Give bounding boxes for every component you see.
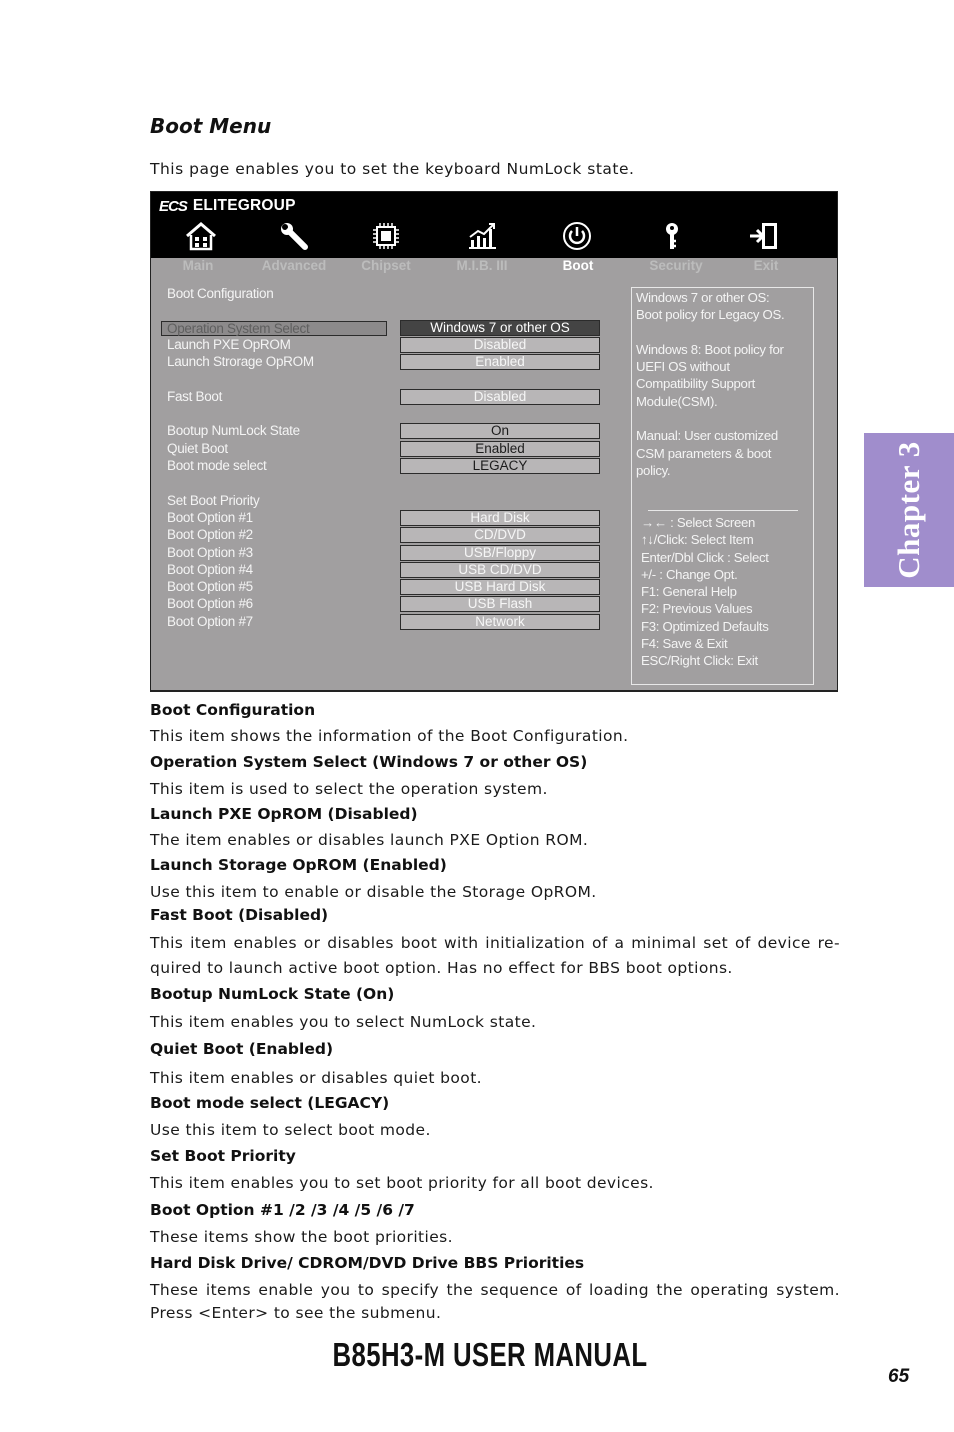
section-heading: Set Boot Priority [150,1147,296,1165]
tab-chipset[interactable]: Chipset [361,258,411,273]
value-boot-4[interactable]: USB CD/DVD [400,562,600,578]
value-launch-pxe[interactable]: Disabled [400,337,600,353]
option-boot-5[interactable]: Boot Option #5 [167,579,253,594]
option-launch-pxe[interactable]: Launch PXE OpROM [167,337,291,352]
section-text: This item is used to select the operation system. [150,780,548,798]
section-text: These items show the boot priorities. [150,1228,453,1246]
option-quiet-boot[interactable]: Quiet Boot [167,441,228,456]
section-heading: Quiet Boot (Enabled) [150,1040,334,1058]
section-heading: Boot Option #1 /2 /3 /4 /5 /6 /7 [150,1201,415,1219]
section-heading: Hard Disk Drive/ CDROM/DVD Drive BBS Priorities [150,1254,585,1272]
section-text: This item shows the information of the Boot Configuration. [150,727,629,745]
tab-mib[interactable]: M.I.B. III [456,258,508,273]
help-description: Windows 7 or other OS: Boot policy for Legacy OS. Windows 8: Boot policy for UEFI OS without Compatibility Support Module(CSM). Manual: User customized CSM parameters & boot policy. [636,290,785,478]
bios-screenshot [150,191,838,692]
bios-header [151,192,837,258]
value-boot-2[interactable]: CD/DVD [400,527,600,543]
page-title: Boot Menu [150,114,272,138]
value-os-select[interactable]: Windows 7 or other OS [400,320,600,336]
section-heading: Operation System Select (Windows 7 or other OS) [150,753,588,771]
section-text: These items enable you to specify the sequence of loading the operating system. Press <Enter> to see the submenu. [150,1281,840,1322]
section-heading: Launch PXE OpROM (Disabled) [150,805,418,823]
ecs-logo: ECS [159,197,187,215]
brand-name: ELITEGROUP [192,197,296,214]
option-boot-2[interactable]: Boot Option #2 [167,527,253,542]
option-boot-mode[interactable]: Boot mode select [167,458,267,473]
tab-advanced[interactable]: Advanced [261,258,327,273]
boot-configuration-heading: Boot Configuration [167,286,274,301]
value-boot-7[interactable]: Network [400,614,600,630]
section-text: This item enables or disables quiet boot. [150,1069,482,1087]
option-numlock[interactable]: Bootup NumLock State [167,423,300,438]
value-boot-6[interactable]: USB Flash [400,596,600,612]
value-numlock[interactable]: On [400,423,600,439]
option-boot-4[interactable]: Boot Option #4 [167,562,253,577]
performance-chart-icon[interactable] [465,220,499,252]
tab-boot[interactable]: Boot [562,258,594,273]
key-icon[interactable] [655,220,689,252]
chapter-tab [864,433,954,587]
value-boot-5[interactable]: USB Hard Disk [400,579,600,595]
chapter-label: Chapter 3 [891,441,926,579]
tab-security[interactable]: Security [649,258,703,273]
wrench-icon[interactable] [277,220,311,252]
chip-icon[interactable] [369,220,403,252]
section-heading: Fast Boot (Disabled) [150,906,329,924]
set-boot-priority-heading: Set Boot Priority [167,493,260,508]
section-heading: Launch Storage OpROM (Enabled) [150,856,447,874]
tab-exit[interactable]: Exit [753,258,779,273]
section-text: This item enables you to set boot priority for all boot devices. [150,1174,654,1192]
page-number: 65 [888,1366,910,1387]
section-text: This item enables or disables boot with initialization of a minimal set of device re-quired to launch active boot option. Has no effect for BBS boot options. [150,934,840,977]
option-os-select[interactable]: Operation System Select [161,321,387,336]
help-divider [648,510,798,511]
section-heading: Bootup NumLock State (On) [150,985,395,1003]
option-boot-6[interactable]: Boot Option #6 [167,596,253,611]
brand [159,195,296,217]
section-heading: Boot Configuration [150,701,316,719]
section-text: Use this item to select boot mode. [150,1121,431,1139]
section-text: Use this item to enable or disable the Storage OpROM. [150,883,597,901]
value-boot-3[interactable]: USB/Floppy [400,545,600,561]
help-keys: →← : Select Screen ↑↓/Click: Select Item Enter/Dbl Click : Select +/- : Change Opt. F1: General Help F2: Previous Values F3: Optimized Defaults F4: Save & Exit ESC/Right Click: Exit [641,515,769,669]
section-text: This item enables you to select NumLock state. [150,1013,537,1031]
intro-text: This page enables you to set the keyboard NumLock state. [150,160,635,178]
value-launch-storage[interactable]: Enabled [400,354,600,370]
option-launch-storage[interactable]: Launch Strorage OpROM [167,354,314,369]
option-boot-1[interactable]: Boot Option #1 [167,510,253,525]
exit-door-icon[interactable] [747,220,781,252]
help-panel [631,287,814,685]
value-boot-1[interactable]: Hard Disk [400,510,600,526]
section-text: The item enables or disables launch PXE Option ROM. [150,831,589,849]
home-icon[interactable] [184,220,218,252]
value-quiet-boot[interactable]: Enabled [400,441,600,457]
option-boot-3[interactable]: Boot Option #3 [167,545,253,560]
manual-title: B85H3-M USER MANUAL [332,1336,648,1373]
option-fast-boot[interactable]: Fast Boot [167,389,223,404]
tab-main[interactable]: Main [182,258,214,273]
value-boot-mode[interactable]: LEGACY [400,458,600,474]
section-heading: Boot mode select (LEGACY) [150,1094,390,1112]
option-boot-7[interactable]: Boot Option #7 [167,614,253,629]
power-icon[interactable] [560,220,594,252]
value-fast-boot[interactable]: Disabled [400,389,600,405]
